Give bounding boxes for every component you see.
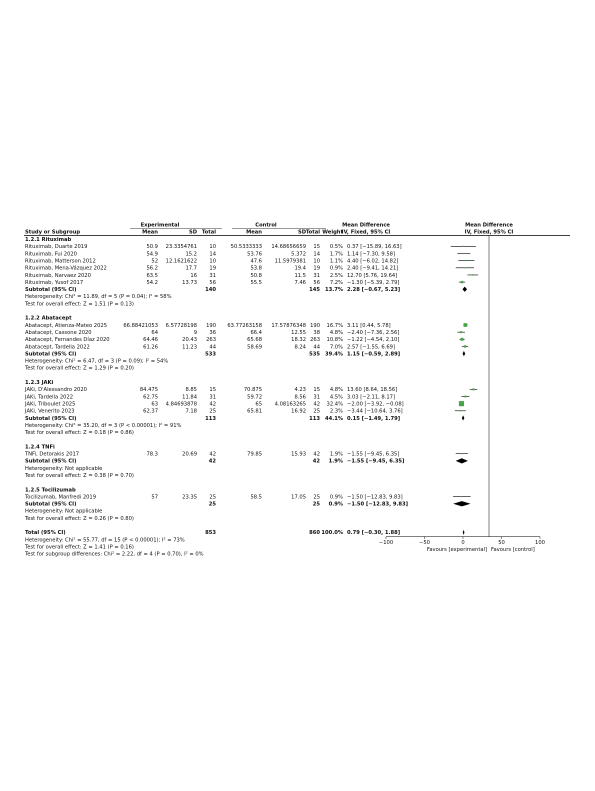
x-axis-tick-label: −100 [378, 540, 394, 547]
md-ci: −1.22 [−4.54, 2.10] [347, 337, 400, 344]
ctl-total: 19 [313, 265, 320, 272]
ctl-mean: 50.8 [250, 272, 262, 279]
subgroup-title: 1.2.5 Tocilizumab [25, 487, 76, 494]
exp-sd: 11.84 [182, 394, 197, 401]
header-exp-sd: SD [188, 229, 197, 236]
md-ci: 1.14 [−7.30, 9.58] [347, 251, 395, 258]
ctl-mean: 65.68 [247, 337, 262, 344]
favours-right-label: Favours [control] [491, 547, 535, 554]
ctl-sd: 17.57876348 [271, 322, 306, 329]
ctl-sd: 19.4 [294, 265, 306, 272]
subtotal-diamond [462, 415, 465, 420]
subtotal-label: Subtotal (95% CI) [25, 415, 77, 422]
header-md-method-plot: IV, Fixed, 95% CI [464, 229, 514, 236]
exp-total: 56 [209, 279, 216, 286]
exp-sd: 20.69 [182, 451, 197, 458]
weight: 16.7% [326, 322, 343, 329]
exp-total: 42 [209, 401, 216, 408]
subtotal-weight: 0.9% [328, 501, 343, 508]
total-note: Test for subgroup differences: Chi² = 2.22, df = 4 (P = 0.70), I² = 0% [25, 551, 204, 558]
x-axis-tick-label: 100 [535, 540, 545, 547]
study-weight-square [463, 253, 464, 254]
study-weight-square [461, 453, 462, 454]
study-weight-square [460, 410, 461, 411]
md-ci: 4.40 [−6.02, 14.82] [347, 258, 399, 265]
subtotal-exp-total: 140 [205, 287, 216, 294]
ctl-sd: 14.68656659 [271, 244, 306, 251]
header-md-method: IV, Fixed, 95% CI [341, 229, 391, 236]
study-name: Rituximab, Yusof 2017 [25, 279, 84, 286]
ctl-mean: 70.875 [243, 387, 262, 394]
md-ci: 2.40 [−9.41, 14.21] [347, 265, 399, 272]
header-exp-mean: Mean [142, 229, 158, 236]
study-weight-square [461, 281, 463, 283]
md-ci: −1.30 [−5.39, 2.79] [347, 279, 400, 286]
exp-total: 15 [209, 387, 216, 394]
exp-total: 25 [209, 408, 216, 415]
exp-mean: 78.3 [146, 451, 158, 458]
ctl-total: 15 [313, 244, 320, 251]
study-name: Rituximab, Mena-Vázquez 2022 [25, 265, 107, 272]
md-ci: −2.40 [−7.36, 2.56] [347, 329, 400, 336]
ctl-total: 25 [313, 408, 320, 415]
subtotal-exp-total: 25 [208, 501, 216, 508]
ctl-sd: 11.5979381 [274, 258, 306, 265]
total-exp-total: 853 [205, 530, 216, 537]
exp-sd: 13.73 [182, 279, 197, 286]
subgroup-note: Test for overall effect: Z = 0.18 (P = 0.86) [25, 430, 134, 437]
md-ci: 3.03 [−2.11, 8.17] [347, 394, 395, 401]
study-weight-square [464, 267, 465, 268]
total-ctl-total: 860 [309, 530, 320, 537]
weight: 7.0% [329, 344, 343, 351]
study-name: JAKi, Triboulet 2025 [25, 401, 76, 408]
exp-sd: 9 [193, 329, 197, 336]
exp-mean: 54.9 [146, 251, 158, 258]
study-weight-square [460, 331, 462, 333]
header-ctl-sd: SD [297, 229, 306, 236]
study-name: Rituximab, Duarte 2019 [25, 244, 88, 251]
subtotal-label: Subtotal (95% CI) [25, 287, 77, 294]
ctl-total: 15 [313, 387, 320, 394]
subgroup-title: 1.2.4 TNFi [25, 444, 55, 451]
weight: 1.9% [329, 451, 343, 458]
ctl-mean: 63.77263158 [227, 322, 262, 329]
total-note: Test for overall effect: Z = 1.41 (P = 0.16) [25, 544, 134, 551]
ctl-mean: 47.6 [250, 258, 262, 265]
exp-mean: 57 [151, 494, 158, 501]
header-exp-total: Total [201, 229, 216, 236]
ctl-sd: 11.5 [294, 272, 306, 279]
study-weight-square [461, 338, 464, 341]
md-ci: −1.55 [−9.45, 6.35] [347, 451, 400, 458]
exp-total: 31 [209, 394, 216, 401]
header-study: Study or Subgroup [25, 229, 81, 236]
subtotal-ci: −1.50 [−12.83, 9.83] [347, 501, 409, 508]
weight: 10.8% [326, 337, 343, 344]
ctl-mean: 65.81 [247, 408, 262, 415]
exp-mean: 54.2 [146, 279, 158, 286]
header-control: Control [255, 222, 277, 229]
ctl-sd: 15.93 [291, 451, 306, 458]
exp-mean: 62.37 [143, 408, 158, 415]
exp-mean: 50.9 [146, 244, 158, 251]
ctl-sd: 17.05 [291, 494, 306, 501]
weight: 1.1% [329, 258, 343, 265]
exp-total: 36 [209, 329, 216, 336]
weight: 32.4% [326, 401, 343, 408]
study-weight-square [459, 401, 464, 406]
exp-total: 25 [209, 494, 216, 501]
study-weight-square [464, 323, 468, 327]
ctl-mean: 66.4 [250, 329, 262, 336]
subgroup-note: Test for overall effect: Z = 1.29 (P = 0.20) [25, 365, 134, 372]
subtotal-weight: 1.9% [328, 458, 343, 465]
subtotal-ctl-total: 113 [309, 415, 320, 422]
exp-sd: 4.84693878 [165, 401, 197, 408]
subgroup-title: 1.2.3 JAKi [25, 380, 54, 386]
exp-mean: 84.475 [139, 387, 158, 394]
subtotal-ctl-total: 535 [309, 351, 320, 358]
subgroup-note: Heterogeneity: Chi² = 6.47, df = 3 (P = 0.09); I² = 54% [25, 358, 169, 365]
study-name: TNFi, Detorakis 2017 [25, 451, 80, 458]
x-axis-tick-label: −50 [419, 540, 430, 547]
header-weight: Weight [322, 229, 343, 236]
subtotal-exp-total: 113 [205, 415, 216, 422]
ctl-total: 31 [313, 394, 320, 401]
ctl-total: 42 [313, 451, 320, 458]
total-note: Heterogeneity: Chi² = 55.77, df = 15 (P < 0.00001); I² = 73% [25, 537, 185, 544]
ctl-total: 10 [313, 258, 320, 265]
study-name: Abatacept, Tardella 2022 [25, 344, 90, 351]
exp-sd: 15.2 [185, 251, 197, 258]
weight: 0.5% [329, 244, 343, 251]
study-name: Rituximab, Narvaez 2020 [25, 272, 91, 279]
weight: 4.8% [329, 329, 343, 336]
header-ctl-total: Total [305, 229, 320, 236]
subgroup-title: 1.2.2 Abatacept [25, 315, 72, 322]
subtotal-ci: −1.55 [−9.45, 6.35] [347, 458, 405, 465]
subgroup-title: 1.2.1 Rituximab [25, 237, 72, 243]
ctl-total: 56 [313, 279, 320, 286]
ctl-mean: 58.69 [247, 344, 262, 351]
subgroup-note: Heterogeneity: Not applicable [25, 508, 103, 515]
exp-total: 19 [209, 265, 216, 272]
md-ci: 3.11 [0.44, 5.78] [347, 322, 391, 329]
exp-total: 10 [209, 244, 216, 251]
exp-sd: 23.3354761 [165, 244, 197, 251]
subtotal-exp-total: 42 [208, 458, 216, 465]
header-experimental: Experimental [140, 222, 180, 229]
study-name: Abatacept, Fernandes Díaz 2020 [25, 337, 110, 344]
ctl-sd: 8.24 [294, 344, 306, 351]
subgroup-note: Test for overall effect: Z = 0.38 (P = 0.70) [25, 472, 134, 479]
subtotal-diamond [462, 287, 467, 292]
subgroup-note: Heterogeneity: Chi² = 35.20, df = 3 (P < 0.00001); I² = 91% [25, 422, 182, 429]
subtotal-weight: 13.7% [325, 287, 343, 294]
md-ci: −3.44 [−10.64, 3.76] [347, 408, 403, 415]
ctl-total: 38 [313, 329, 320, 336]
ctl-sd: 5.372 [291, 251, 306, 258]
exp-sd: 8.85 [185, 387, 197, 394]
study-name: JAKi, D'Alessandro 2020 [25, 387, 87, 394]
exp-sd: 7.18 [185, 408, 197, 415]
x-axis-tick-label: 0 [461, 540, 465, 547]
subtotal-label: Subtotal (95% CI) [25, 458, 77, 465]
md-ci: −2.00 [−3.92, −0.08] [347, 401, 404, 408]
study-name: JAKi, Tardella 2022 [25, 394, 74, 401]
exp-mean: 66.88421053 [123, 322, 158, 329]
ctl-total: 14 [313, 251, 320, 258]
subtotal-ctl-total: 145 [309, 287, 320, 294]
ctl-sd: 8.56 [294, 394, 306, 401]
study-weight-square [472, 274, 473, 275]
subgroup-note: Test for overall effect: Z = 0.26 (P = 0.80) [25, 515, 134, 522]
ctl-mean: 50.5333333 [230, 244, 262, 251]
ctl-total: 44 [313, 344, 320, 351]
exp-sd: 20.43 [182, 337, 197, 344]
weight: 2.3% [329, 408, 343, 415]
weight: 4.5% [329, 394, 343, 401]
subtotal-exp-total: 533 [205, 351, 216, 358]
subtotal-diamond [453, 501, 470, 506]
favours-left-label: Favours [experimental] [426, 547, 487, 554]
ctl-sd: 7.46 [294, 279, 306, 286]
header-mean-difference-plot: Mean Difference [465, 222, 513, 229]
subtotal-label: Subtotal (95% CI) [25, 501, 77, 508]
md-ci: 0.37 [−15.89, 16.63] [347, 244, 402, 251]
total-ci: 0.79 [−0.30, 1.88] [347, 530, 401, 537]
study-name: Abatacept, Atienza-Mateo 2025 [25, 322, 107, 329]
exp-mean: 56.2 [146, 265, 158, 272]
md-ci: 12.70 [5.76, 19.64] [347, 272, 398, 279]
subgroup-note: Heterogeneity: Chi² = 11.89, df = 5 (P = 0.04); I² = 58% [25, 294, 172, 301]
ctl-mean: 55.5 [250, 279, 262, 286]
weight: 2.5% [329, 272, 343, 279]
exp-mean: 64.46 [143, 337, 158, 344]
exp-mean: 61.26 [143, 344, 158, 351]
exp-sd: 11.23 [182, 344, 197, 351]
md-ci: 2.57 [−1.55, 6.69] [347, 344, 395, 351]
total-label: Total (95% CI) [25, 530, 66, 537]
subtotal-ci: 2.28 [−0.67, 5.23] [347, 287, 401, 294]
subtotal-diamond [456, 458, 468, 463]
ctl-sd: 4.08163265 [274, 401, 306, 408]
exp-mean: 64 [151, 329, 158, 336]
exp-total: 263 [206, 337, 216, 344]
study-name: Tocilizumab, Manfredi 2019 [25, 494, 97, 501]
ctl-sd: 16.92 [291, 408, 306, 415]
weight: 0.9% [329, 494, 343, 501]
ctl-mean: 79.85 [247, 451, 262, 458]
exp-sd: 17.7 [185, 265, 197, 272]
md-ci: −1.50 [−12.83, 9.83] [347, 494, 403, 501]
subtotal-weight: 44.1% [325, 415, 343, 422]
exp-sd: 16 [190, 272, 197, 279]
x-axis-tick-label: 50 [498, 540, 505, 547]
ctl-sd: 12.55 [291, 329, 306, 336]
header-ctl-mean: Mean [246, 229, 262, 236]
header-mean-difference: Mean Difference [342, 222, 390, 229]
total-diamond [463, 530, 465, 535]
study-name: Rituximab, Fui 2020 [25, 251, 77, 258]
exp-total: 10 [209, 258, 216, 265]
exp-sd: 6.57728198 [165, 322, 197, 329]
study-name: JAKi, Venerito 2023 [25, 408, 75, 415]
study-weight-square [464, 345, 466, 347]
ctl-total: 31 [313, 272, 320, 279]
study-weight-square [472, 388, 474, 390]
exp-mean: 62.75 [143, 394, 158, 401]
total-weight: 100.0% [321, 530, 343, 537]
ctl-mean: 65 [255, 401, 262, 408]
exp-total: 44 [209, 344, 216, 351]
subtotal-label: Subtotal (95% CI) [25, 351, 77, 358]
weight: 7.2% [329, 279, 343, 286]
study-name: Abatacept, Cassone 2020 [25, 329, 92, 336]
subgroup-note: Heterogeneity: Not applicable [25, 465, 103, 472]
subtotal-ctl-total: 42 [312, 458, 320, 465]
ctl-total: 25 [313, 494, 320, 501]
exp-total: 42 [209, 451, 216, 458]
study-weight-square [464, 396, 466, 398]
exp-total: 14 [209, 251, 216, 258]
study-weight-square [466, 260, 467, 261]
ctl-sd: 18.32 [291, 337, 306, 344]
exp-sd: 12.1621622 [165, 258, 197, 265]
subtotal-ctl-total: 25 [312, 501, 320, 508]
ctl-total: 42 [313, 401, 320, 408]
subgroup-note: Test for overall effect: Z = 1.51 (P = 0.13) [25, 301, 134, 308]
ctl-sd: 4.23 [294, 387, 306, 394]
study-weight-square [461, 496, 462, 497]
ctl-total: 263 [310, 337, 320, 344]
ctl-mean: 58.5 [250, 494, 262, 501]
exp-mean: 63.5 [146, 272, 158, 279]
weight: 1.7% [329, 251, 343, 258]
subtotal-ci: 0.15 [−1.49, 1.79] [347, 415, 401, 422]
ctl-mean: 53.8 [250, 265, 262, 272]
md-ci: 13.60 [8.64, 18.56] [347, 387, 398, 394]
ctl-total: 190 [310, 322, 320, 329]
exp-sd: 23.35 [182, 494, 197, 501]
subtotal-weight: 39.4% [325, 351, 343, 358]
weight: 0.9% [329, 265, 343, 272]
exp-mean: 63 [151, 401, 158, 408]
subtotal-diamond [463, 351, 466, 356]
exp-total: 31 [209, 272, 216, 279]
subtotal-ci: 1.15 [−0.59, 2.89] [347, 351, 401, 358]
exp-mean: 52 [151, 258, 158, 265]
weight: 4.8% [329, 387, 343, 394]
ctl-mean: 59.72 [247, 394, 262, 401]
exp-total: 190 [206, 322, 216, 329]
study-weight-square [463, 246, 464, 247]
ctl-mean: 53.76 [247, 251, 262, 258]
study-name: Rituximab, Matterson 2012 [25, 258, 96, 265]
